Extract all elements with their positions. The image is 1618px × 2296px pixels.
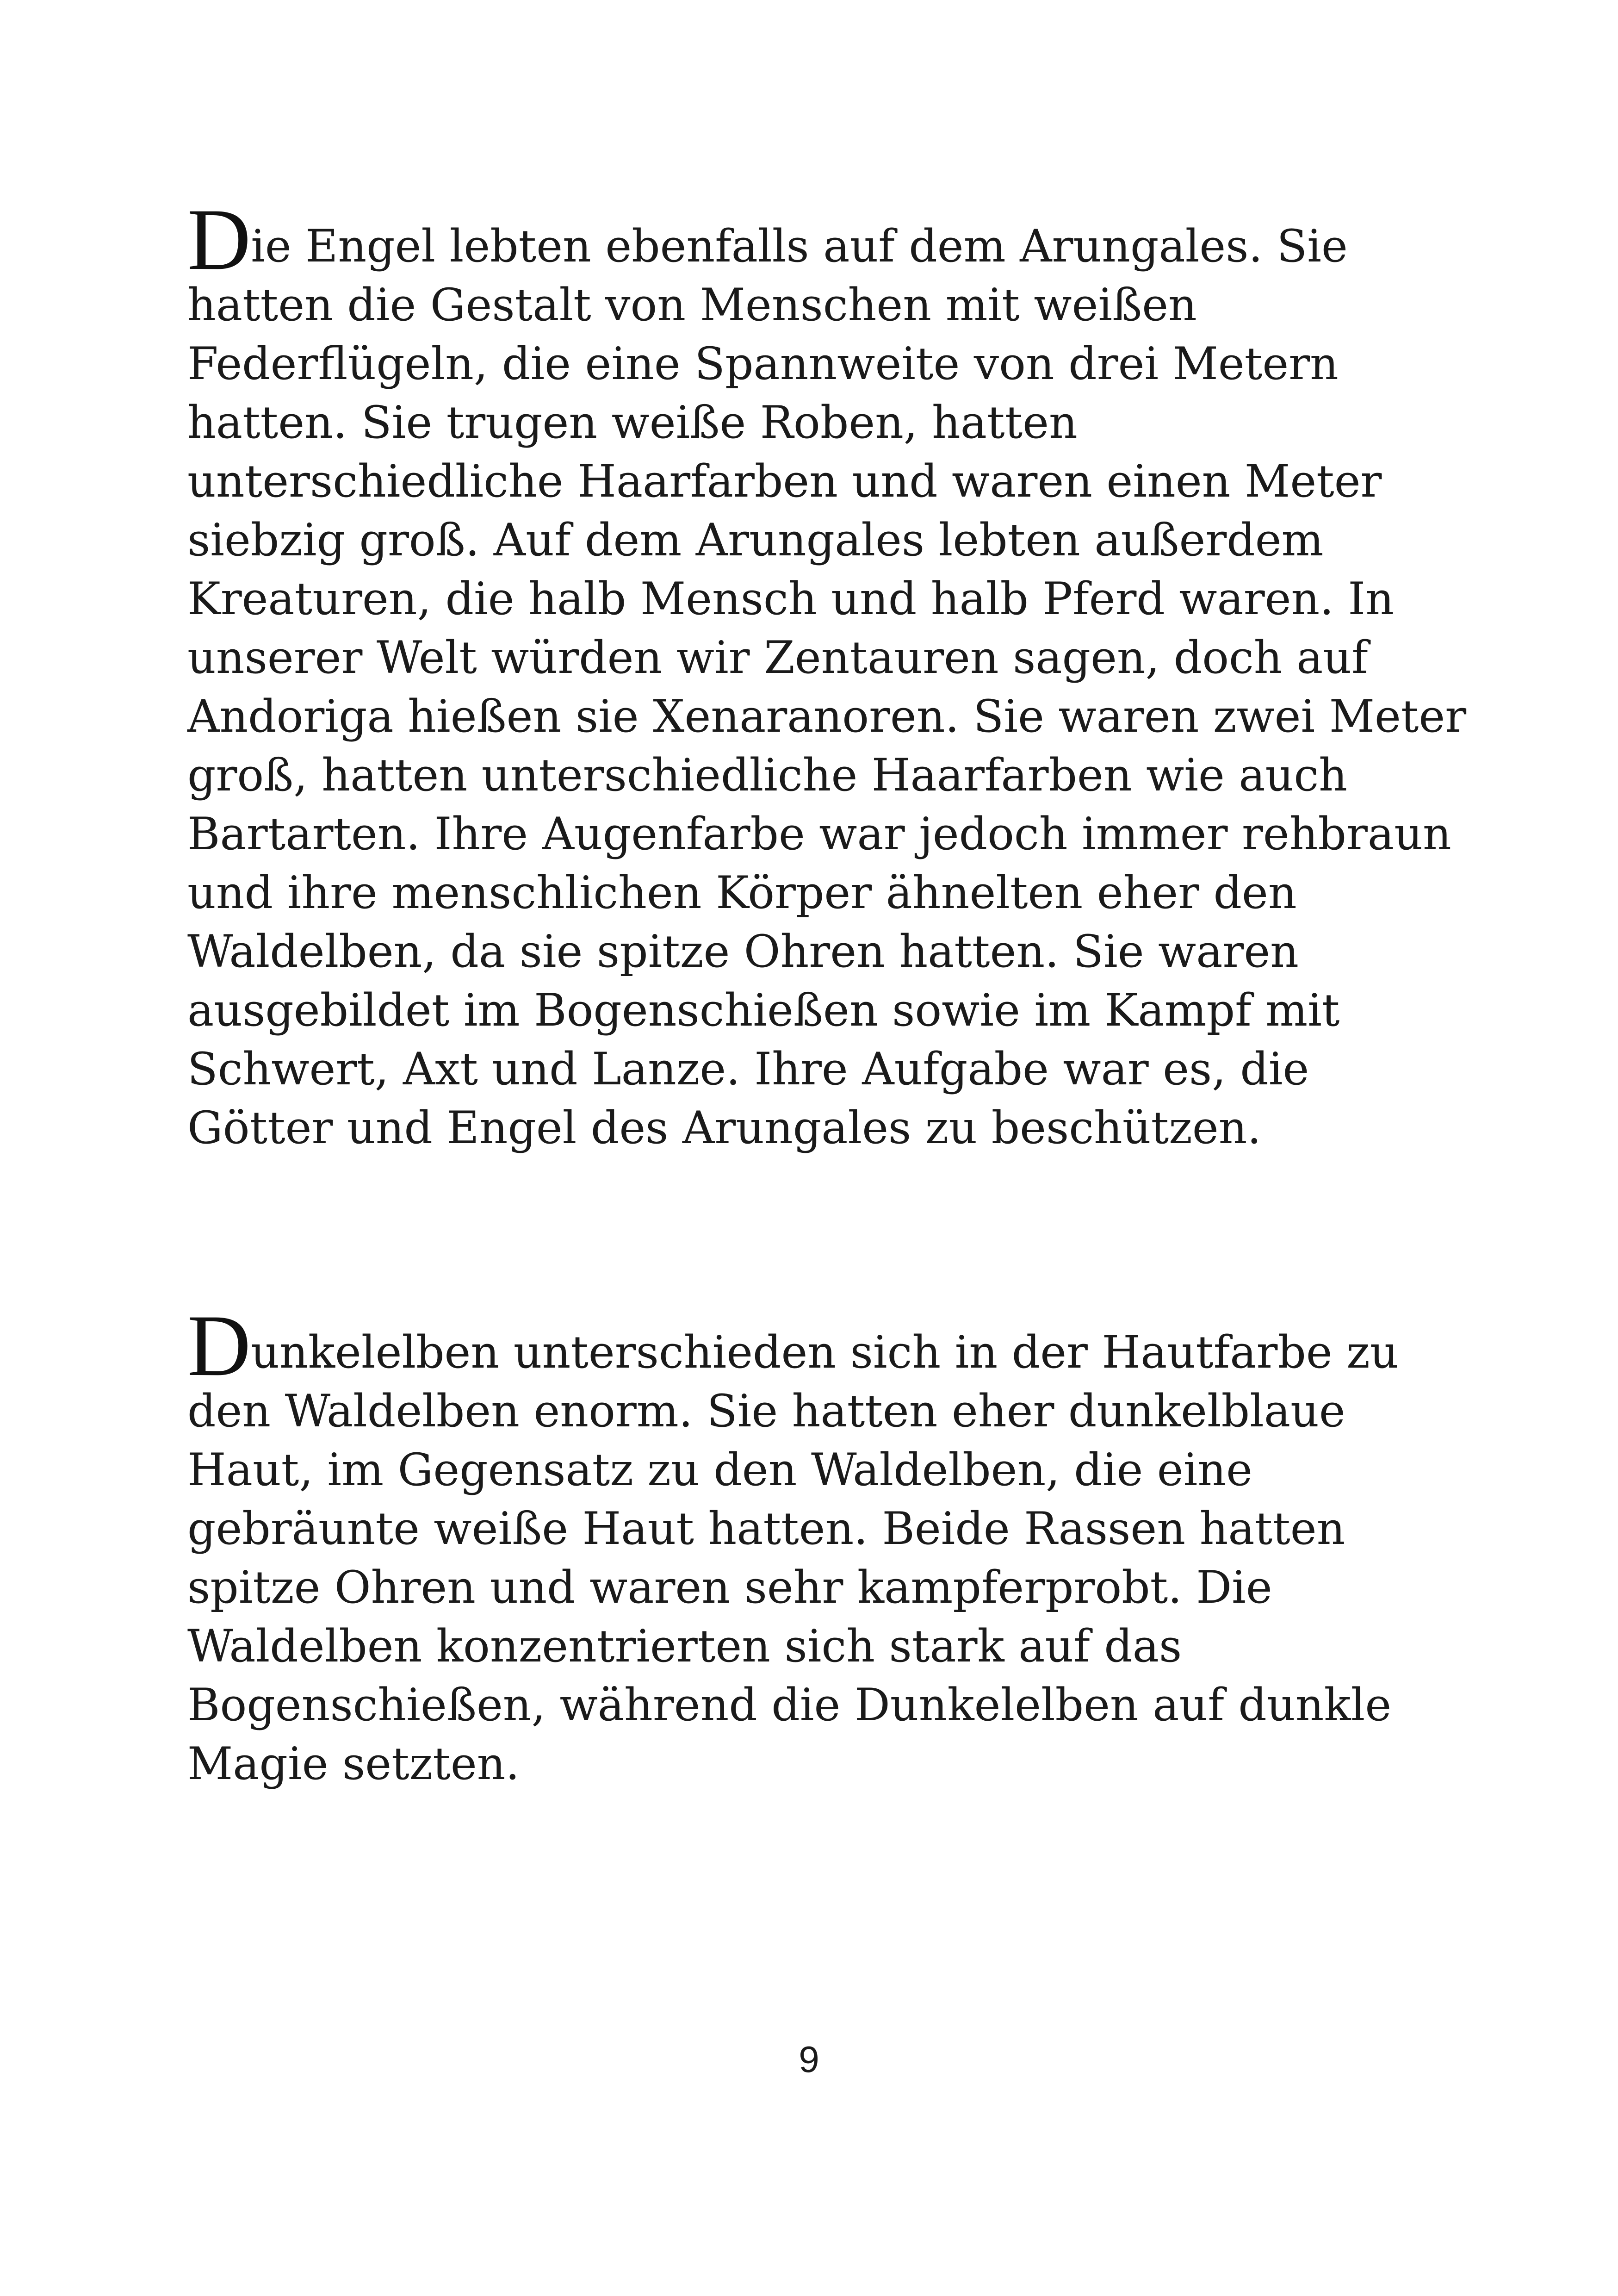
text-line: unserer Welt würden wir Zentauren sagen, doch auf	[187, 632, 1368, 684]
text-line: unterschiedliche Haarfarben und waren einen Meter	[187, 455, 1382, 507]
text-line: spitze Ohren und waren sehr kampferprobt. Die	[187, 1562, 1272, 1613]
text-line: Magie setzten.	[187, 1738, 520, 1790]
text-line: Kreaturen, die halb Mensch und halb Pferd waren. In	[187, 573, 1395, 625]
page-number: 9	[799, 2039, 819, 2080]
text-line: Bartarten. Ihre Augenfarbe war jedoch immer rehbraun	[187, 808, 1451, 860]
paragraph-dunkelelben	[187, 1297, 1464, 1793]
text-line: Waldelben konzentrierten sich stark auf das	[187, 1620, 1182, 1672]
text-line: hatten. Sie trugen weiße Roben, hatten	[187, 397, 1078, 448]
text-line: gebräunte weiße Haut hatten. Beide Rassen hatten	[187, 1503, 1345, 1555]
text-line: den Waldelben enorm. Sie hatten eher dunkelblaue	[187, 1385, 1345, 1437]
text-line: und ihre menschlichen Körper ähnelten eher den	[187, 867, 1297, 919]
text-line-rest: ie Engel lebten ebenfalls auf dem Arungales. Sie	[251, 220, 1348, 272]
text-line: Federflügeln, die eine Spannweite von drei Metern	[187, 338, 1339, 390]
text-line: hatten die Gestalt von Menschen mit weißen	[187, 279, 1197, 331]
text-line: Schwert, Axt und Lanze. Ihre Aufgabe war es, die	[187, 1043, 1309, 1095]
text-line: ausgebildet im Bogenschießen sowie im Kampf mit	[187, 984, 1340, 1036]
text-line: groß, hatten unterschiedliche Haarfarben wie auch	[187, 749, 1347, 801]
text-line: Waldelben, da sie spitze Ohren hatten. Sie waren	[187, 926, 1299, 977]
text-line	[187, 1297, 1464, 1394]
text-line: Götter und Engel des Arungales zu beschützen.	[187, 1102, 1261, 1154]
text-line: Haut, im Gegensatz zu den Waldelben, die eine	[187, 1444, 1252, 1496]
text-line: Andoriga hießen sie Xenaranoren. Sie waren zwei Meter	[187, 691, 1467, 742]
paragraph-engel	[187, 191, 1467, 1157]
text-line: Bogenschießen, während die Dunkelelben auf dunkle	[187, 1679, 1392, 1731]
drop-cap: D	[187, 191, 251, 288]
text-line-rest: unkelelben unterschieden sich in der Hautfarbe zu	[251, 1326, 1399, 1378]
drop-cap: D	[187, 1297, 251, 1394]
text-line: siebzig groß. Auf dem Arungales lebten außerdem	[187, 514, 1324, 566]
text-line	[187, 191, 1464, 288]
